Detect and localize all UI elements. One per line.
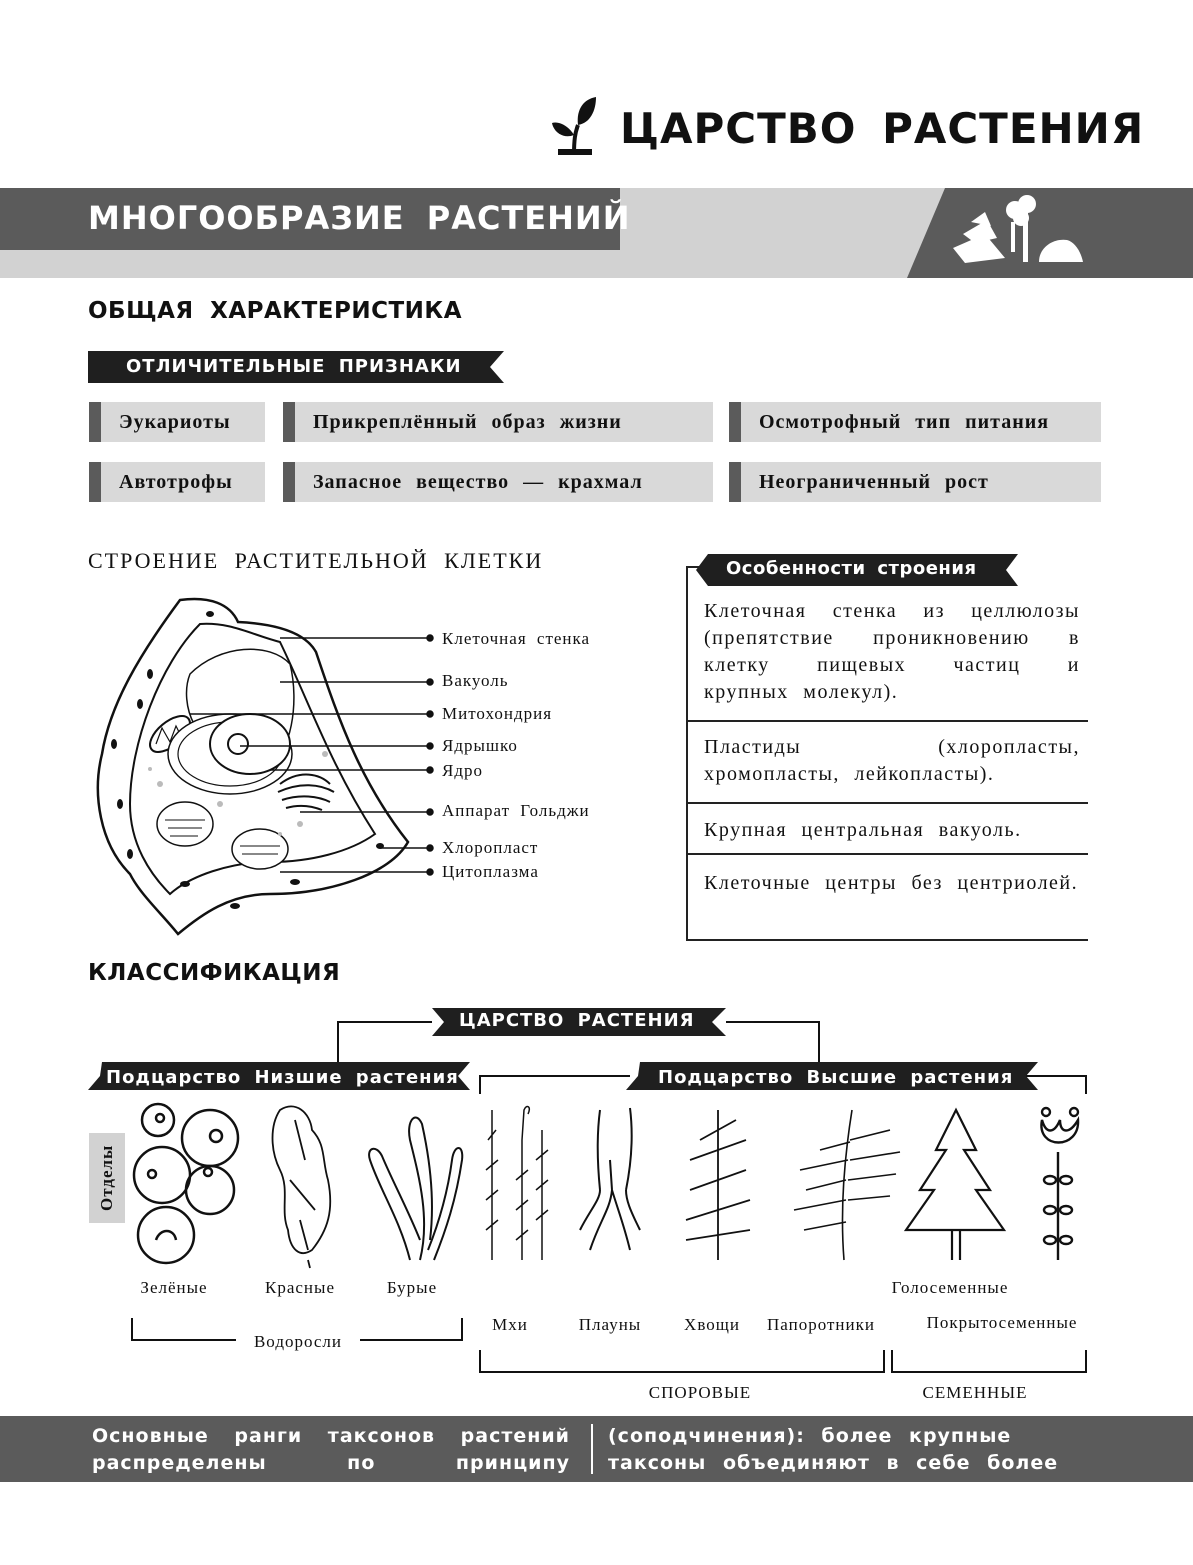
- angiosperms-label: Покрытосеменные: [926, 1313, 1078, 1332]
- plant-illustrations: [130, 1100, 1090, 1270]
- green-algae-icon: [134, 1104, 238, 1263]
- feature-item: Неограниченный рост: [729, 462, 1101, 502]
- classification-title: КЛАССИФИКАЦИЯ: [88, 960, 341, 986]
- footer-left-text: Основные ранги таксонов растений распределены по принципу иерархичности: [92, 1425, 570, 1501]
- horsetails-label: Хвощи: [684, 1315, 740, 1334]
- fern-icon: [794, 1110, 900, 1260]
- seed-group-label: СЕМЕННЫЕ: [922, 1383, 1028, 1402]
- clubmosses-label: Плауны: [578, 1315, 642, 1334]
- footer-divider: [591, 1424, 593, 1474]
- feature-item: Автотрофы: [89, 462, 265, 502]
- plants-landscape-icon: [905, 188, 1193, 278]
- section-title: МНОГООБРАЗИЕ РАСТЕНИЙ: [88, 199, 631, 237]
- green-algae-label: Зелёные: [140, 1278, 208, 1297]
- ferns-label: Папоротники: [767, 1315, 875, 1334]
- footer-note: [0, 1416, 1193, 1501]
- sprout-icon: [550, 95, 600, 157]
- mosses-label: Мхи: [492, 1315, 528, 1334]
- divisions-label: Отделы: [97, 1144, 116, 1212]
- cell-label-nucleolus: Ядрышко: [442, 736, 518, 755]
- cell-label-golgi: Аппарат Гольджи: [442, 801, 590, 820]
- page-title: ЦАРСТВО РАСТЕНИЯ: [620, 104, 1145, 153]
- structure-item: Клеточная стенка из целлюлозы (препятствие проникновению в клетку пищевых частиц и крупных молекул).: [704, 600, 1080, 703]
- structure-tag-label: Особенности строения: [726, 558, 977, 579]
- red-algae-label: Красные: [265, 1278, 335, 1297]
- feature-item: Осмотрофный тип питания: [729, 402, 1101, 442]
- gymnosperms-label: Голосеменные: [891, 1278, 1009, 1297]
- clubmoss-icon: [580, 1108, 640, 1250]
- feature-item: Эукариоты: [89, 402, 265, 442]
- kingdom-tag-label: ЦАРСТВО РАСТЕНИЯ: [459, 1010, 695, 1031]
- algae-group-label: Водоросли: [253, 1332, 343, 1351]
- horsetail-icon: [686, 1110, 750, 1260]
- red-algae-icon: [273, 1106, 331, 1268]
- cell-label-wall: Клеточная стенка: [442, 629, 591, 648]
- lower-plants-label: Подцарство Низшие растения: [106, 1067, 459, 1088]
- conifer-icon: [906, 1110, 1004, 1260]
- cell-label-vacuole: Вакуоль: [442, 671, 509, 690]
- structure-item: Клеточные центры без центриолей.: [704, 872, 1079, 894]
- brown-algae-icon: [369, 1117, 462, 1260]
- moss-icon: [486, 1107, 548, 1260]
- feature-item: Прикреплённый образ жизни: [283, 402, 713, 442]
- higher-plants-label: Подцарство Высшие растения: [658, 1067, 1014, 1088]
- brown-algae-label: Бурые: [386, 1278, 438, 1297]
- cell-label-cytoplasm: Цитоплазма: [442, 862, 539, 881]
- structure-item: Крупная центральная вакуоль.: [704, 819, 1022, 841]
- structure-box: [686, 566, 1088, 941]
- feature-item: Запасное вещество — крахмал: [283, 462, 713, 502]
- cell-label-mitochondria: Митохондрия: [442, 704, 553, 723]
- cell-label-lines: [190, 630, 440, 880]
- cell-label-nucleus: Ядро: [442, 761, 483, 780]
- footer-right-text: (соподчинения): более крупные таксоны объединяют в себе более мелкие.: [608, 1425, 1059, 1501]
- spore-group-label: СПОРОВЫЕ: [648, 1383, 752, 1402]
- general-title: ОБЩАЯ ХАРАКТЕРИСТИКА: [88, 298, 463, 324]
- cell-label-chloroplast: Хлоропласт: [442, 838, 539, 857]
- structure-item: Пластиды (хлоропласты, хромопласты, лейкопласты).: [704, 736, 1080, 785]
- cell-title: СТРОЕНИЕ РАСТИТЕЛЬНОЙ КЛЕТКИ: [88, 548, 544, 573]
- features-tag-label: ОТЛИЧИТЕЛЬНЫЕ ПРИЗНАКИ: [126, 356, 462, 377]
- flowering-plant-icon: [1041, 1108, 1078, 1260]
